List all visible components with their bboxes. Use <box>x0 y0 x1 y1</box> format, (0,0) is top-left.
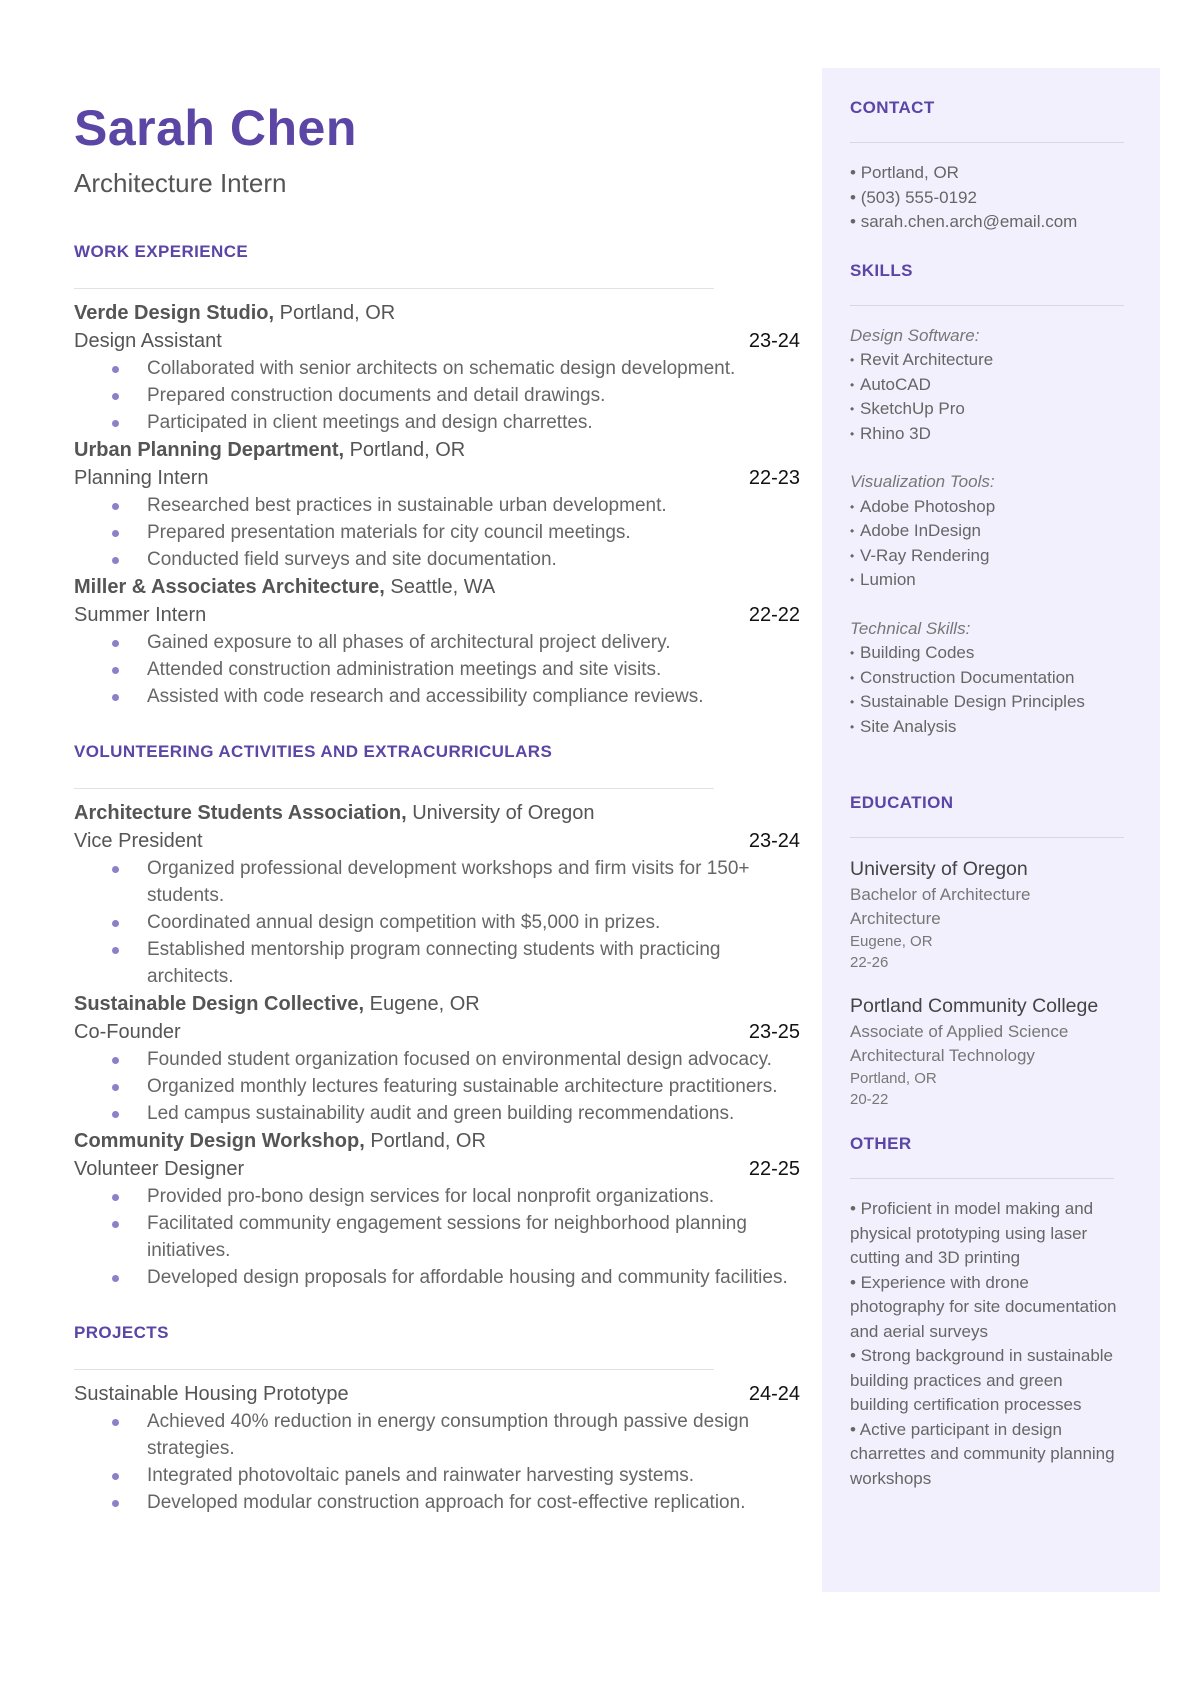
education-degree: Associate of Applied Science <box>850 1022 1069 1041</box>
experience-org: Miller & Associates Architecture, <box>74 576 385 598</box>
volunteer-bullets <box>74 1183 800 1291</box>
experience-date: 23-24 <box>748 330 800 352</box>
volunteer-org: Community Design Workshop, <box>74 1130 365 1152</box>
contact-email[interactable]: • sarah.chen.arch@email.com <box>850 210 1124 235</box>
experience-org-line <box>74 299 800 327</box>
skills-section <box>850 259 1124 740</box>
bullet-item: Led campus sustainability audit and green building recommendations. <box>74 1100 800 1127</box>
bullet-item: Collaborated with senior architects on schematic design development. <box>74 355 800 382</box>
skill-group <box>850 617 1124 740</box>
section-title-work: WORK EXPERIENCE <box>74 242 249 261</box>
skill-list <box>850 641 1124 739</box>
skill-item: • Revit Architecture <box>850 348 1124 373</box>
experience-location: Portland, OR <box>344 439 466 461</box>
bullet-item: Developed modular construction approach for cost-effective replication. <box>74 1489 800 1516</box>
bullet-item: Conducted field surveys and site documentation. <box>74 546 800 573</box>
bullet-item: Organized monthly lectures featuring sustainable architecture practitioners. <box>74 1073 800 1100</box>
experience-location: Seattle, WA <box>384 576 496 598</box>
experience-bullets <box>74 355 800 436</box>
experience-entry <box>74 299 800 436</box>
education-dates: 22-26 <box>850 954 889 971</box>
project-entry <box>74 1380 800 1516</box>
skill-item: • Lumion <box>850 568 1124 593</box>
experience-position: Design Assistant <box>74 330 222 352</box>
skill-item: • Sustainable Design Principles <box>850 690 1124 715</box>
experience-org: Urban Planning Department, <box>74 439 345 461</box>
other-item: • Active participant in design charrettes and community planning workshops <box>850 1419 1115 1488</box>
bullet-item: Founded student organization focused on environmental design advocacy. <box>74 1046 800 1073</box>
volunteer-position: Vice President <box>74 830 203 852</box>
volunteer-entry <box>74 990 800 1127</box>
skill-list <box>850 348 1124 446</box>
sidebar <box>822 68 1160 1592</box>
experience-org: Verde Design Studio, <box>74 302 275 324</box>
volunteer-location: Eugene, OR <box>364 993 480 1015</box>
skill-item: • Construction Documentation <box>850 666 1124 691</box>
section-divider <box>74 288 714 289</box>
skill-item: • Rhino 3D <box>850 422 1124 447</box>
section-divider <box>850 305 1124 306</box>
experience-date: 22-22 <box>748 604 800 626</box>
work-experience-section <box>74 240 800 710</box>
skill-item: • V-Ray Rendering <box>850 544 1124 569</box>
experience-entry <box>74 573 800 710</box>
skill-item: • SketchUp Pro <box>850 397 1124 422</box>
sidebar-content <box>850 96 1124 1491</box>
bullet-item: Facilitated community engagement sessions for neighborhood planning initiatives. <box>74 1210 800 1264</box>
education-school: Portland Community College <box>850 995 1099 1017</box>
education-field: Architecture <box>850 909 941 928</box>
experience-bullets <box>74 629 800 710</box>
skill-item: • AutoCAD <box>850 373 1124 398</box>
project-bullets <box>74 1408 800 1516</box>
experience-date: 22-23 <box>748 467 800 489</box>
contact-section <box>850 96 1124 235</box>
education-entry <box>850 993 1124 1110</box>
bullet-item: Developed design proposals for affordable housing and community facilities. <box>74 1264 800 1291</box>
education-dates: 20-22 <box>850 1091 889 1108</box>
skill-item: • Building Codes <box>850 641 1124 666</box>
experience-position: Summer Intern <box>74 604 207 626</box>
contact-location: • Portland, OR <box>850 161 1124 186</box>
contact-list <box>850 161 1124 235</box>
other-item: • Strong background in sustainable building practices and green building certification processes <box>850 1346 1114 1414</box>
volunteering-section <box>74 740 800 1291</box>
experience-bullets <box>74 492 800 573</box>
volunteer-position: Volunteer Designer <box>74 1158 245 1180</box>
education-field: Architectural Technology <box>850 1046 1035 1065</box>
other-item: • Experience with drone photography for site documentation and aerial surveys <box>850 1272 1117 1341</box>
bullet-item: Organized professional development workshops and firm visits for 150+ students. <box>74 855 800 909</box>
project-name: Sustainable Housing Prototype <box>74 1383 349 1405</box>
volunteer-entry <box>74 799 800 990</box>
section-title-other: OTHER <box>850 1134 912 1153</box>
skill-item: • Site Analysis <box>850 715 1124 740</box>
education-entry <box>850 856 1124 973</box>
skill-group <box>850 470 1124 593</box>
section-divider <box>850 1178 1114 1179</box>
volunteer-org: Architecture Students Association, <box>74 802 407 824</box>
skill-group-label: Technical Skills: <box>850 618 971 638</box>
candidate-name: Sarah Chen <box>74 100 357 156</box>
skill-group-label: Visualization Tools: <box>850 472 995 491</box>
bullet-item: Participated in client meetings and design charrettes. <box>74 409 800 436</box>
bullet-item: Researched best practices in sustainable urban development. <box>74 492 800 519</box>
volunteer-org: Sustainable Design Collective, <box>74 993 365 1015</box>
other-item: • Proficient in model making and physical prototyping using laser cutting and 3D printing <box>850 1199 1094 1267</box>
bullet-item: Assisted with code research and accessibility compliance reviews. <box>74 683 800 710</box>
volunteer-date: 23-24 <box>748 830 800 852</box>
skill-item: • Adobe Photoshop <box>850 495 1124 520</box>
experience-position: Planning Intern <box>74 467 209 489</box>
section-title-skills: SKILLS <box>850 260 913 280</box>
candidate-role: Architecture Intern <box>74 168 287 198</box>
projects-section <box>74 1321 800 1516</box>
bullet-item: Integrated photovoltaic panels and rainwater harvesting systems. <box>74 1462 800 1489</box>
main-column <box>74 92 800 1516</box>
other-section <box>850 1132 1124 1491</box>
project-date: 24-24 <box>748 1383 800 1405</box>
experience-entry <box>74 436 800 573</box>
skill-group-label: Design Software: <box>850 325 980 345</box>
section-divider <box>850 142 1124 143</box>
education-location: Eugene, OR <box>850 933 933 950</box>
volunteer-date: 23-25 <box>748 1021 800 1043</box>
bullet-item: Prepared construction documents and detail drawings. <box>74 382 800 409</box>
bullet-item: Achieved 40% reduction in energy consumption through passive design strategies. <box>74 1408 800 1462</box>
education-degree: Bachelor of Architecture <box>850 885 1031 904</box>
section-divider <box>74 788 714 789</box>
skill-group <box>850 324 1124 447</box>
section-title-contact: CONTACT <box>850 98 935 117</box>
experience-location: Portland, OR <box>274 302 396 324</box>
volunteer-location: Portland, OR <box>364 1130 486 1152</box>
contact-phone: • (503) 555-0192 <box>850 186 1124 211</box>
bullet-item: Provided pro-bono design services for local nonprofit organizations. <box>74 1183 800 1210</box>
section-title-volunteering: VOLUNTEERING ACTIVITIES AND EXTRACURRICULARS <box>74 742 553 761</box>
bullet-item: Gained exposure to all phases of architectural project delivery. <box>74 629 800 656</box>
section-title-projects: PROJECTS <box>74 1323 169 1342</box>
section-title-education: EDUCATION <box>850 793 954 812</box>
bullet-item: Prepared presentation materials for city council meetings. <box>74 519 800 546</box>
education-section <box>850 791 1124 1110</box>
volunteer-bullets <box>74 1046 800 1127</box>
education-location: Portland, OR <box>850 1070 937 1087</box>
section-divider <box>850 837 1124 838</box>
volunteer-entry <box>74 1127 800 1291</box>
bullet-item: Attended construction administration meetings and site visits. <box>74 656 800 683</box>
education-school: University of Oregon <box>850 858 1028 880</box>
volunteer-date: 22-25 <box>748 1158 800 1180</box>
bullet-item: Coordinated annual design competition with $5,000 in prizes. <box>74 909 800 936</box>
skill-list <box>850 495 1124 593</box>
volunteer-location: University of Oregon <box>406 802 595 824</box>
bullet-item: Established mentorship program connecting students with practicing architects. <box>74 936 800 990</box>
volunteer-bullets <box>74 855 800 990</box>
section-divider <box>74 1369 714 1370</box>
volunteer-position: Co-Founder <box>74 1021 181 1043</box>
skill-item: • Adobe InDesign <box>850 519 1124 544</box>
